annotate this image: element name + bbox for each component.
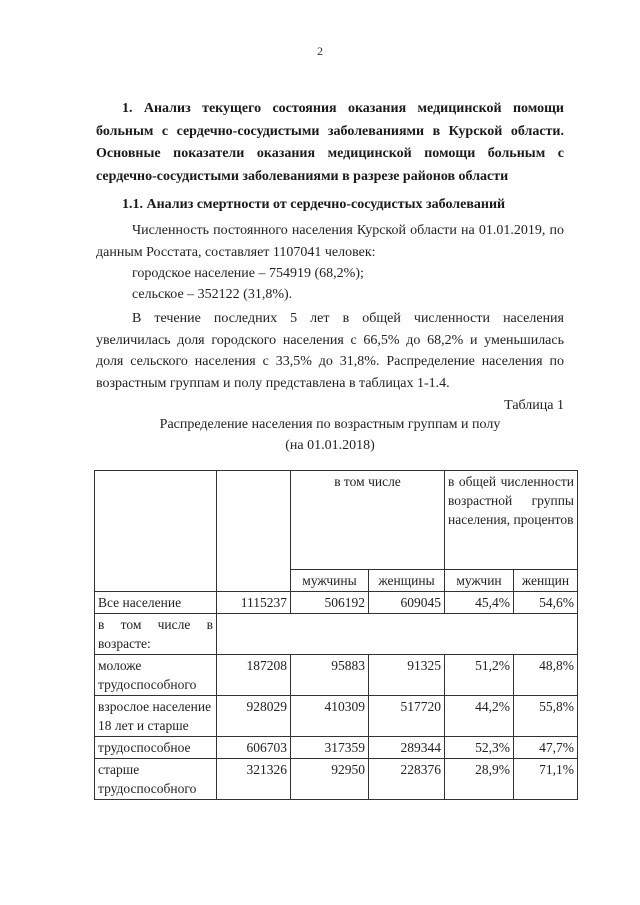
population-table — [94, 470, 578, 800]
cell-total: 1115237 — [217, 592, 291, 614]
row-label: трудоспособное — [95, 737, 217, 759]
cell-total: 928029 — [217, 696, 291, 737]
age-subheader-blank — [217, 614, 578, 655]
cell-men-pct: 44,2% — [445, 696, 514, 737]
cell-total: 606703 — [217, 737, 291, 759]
cell-total: 321326 — [217, 759, 291, 800]
cell-women-pct: 71,1% — [514, 759, 578, 800]
cell-men: 95883 — [291, 655, 369, 696]
row-label: взрослое население 18 лет и старше — [95, 696, 217, 737]
header-women: женщины — [369, 570, 445, 592]
cell-women-pct: 54,6% — [514, 592, 578, 614]
section-heading: 1. Анализ текущего состояния оказания медицинской помощи больным с сердечно-сосудистыми заболеваниями в Курской области. Основные показатели оказания медицинской помощи больным с сердечно-сосудистыми заболеваниями в разрезе районов области — [96, 101, 564, 184]
cell-men: 506192 — [291, 592, 369, 614]
trend-paragraph: В течение последних 5 лет в общей численности населения увеличилась доля городского населения с 66,5% до 68,2% и уменьшилась доля сельского населения с 33,5% до 31,8%. Распределение населения по возрастным группам и полу представлена в таблицах 1-1.4. — [96, 311, 564, 391]
table-title-line2: (на 01.01.2018) — [285, 438, 375, 453]
cell-men: 410309 — [291, 696, 369, 737]
cell-women: 517720 — [369, 696, 445, 737]
table-title — [96, 414, 564, 456]
table-row — [95, 737, 578, 759]
header-blank-cell — [95, 471, 217, 592]
header-women-pct: женщин — [514, 570, 578, 592]
table-label: Таблица 1 — [504, 398, 564, 413]
header-men-pct: мужчин — [445, 570, 514, 592]
row-label: Все население — [95, 592, 217, 614]
cell-men-pct: 51,2% — [445, 655, 514, 696]
cell-total: 187208 — [217, 655, 291, 696]
header-share: в общей численности возрастной группы населения, процентов — [445, 471, 578, 570]
cell-men-pct: 28,9% — [445, 759, 514, 800]
header-men: мужчины — [291, 570, 369, 592]
cell-men: 317359 — [291, 737, 369, 759]
page-number: 2 — [317, 44, 323, 58]
subsection-heading: 1.1. Анализ смертности от сердечно-сосудистых заболеваний — [122, 197, 506, 212]
cell-women-pct: 55,8% — [514, 696, 578, 737]
table-header-row — [95, 471, 578, 570]
table-age-subheader-row — [95, 614, 578, 655]
cell-women: 609045 — [369, 592, 445, 614]
table-title-line1: Распределение населения по возрастным группам и полу — [159, 417, 501, 432]
row-label: моложе трудоспособного — [95, 655, 217, 696]
table-row — [95, 655, 578, 696]
header-including: в том числе — [291, 471, 445, 570]
table-row-all — [95, 592, 578, 614]
cell-women-pct: 47,7% — [514, 737, 578, 759]
cell-women: 289344 — [369, 737, 445, 759]
table-row — [95, 696, 578, 737]
population-paragraph: Численность постоянного населения Курской области на 01.01.2019, по данным Росстата, составляет 1107041 человек: — [96, 223, 564, 260]
rural-population-line: сельское – 352122 (31,8%). — [132, 287, 293, 302]
cell-women: 228376 — [369, 759, 445, 800]
cell-men-pct: 52,3% — [445, 737, 514, 759]
table-row — [95, 759, 578, 800]
header-total-cell — [217, 471, 291, 592]
row-label: старше трудоспособного — [95, 759, 217, 800]
cell-women: 91325 — [369, 655, 445, 696]
cell-men: 92950 — [291, 759, 369, 800]
urban-population-line: городское население – 754919 (68,2%); — [132, 266, 364, 281]
cell-men-pct: 45,4% — [445, 592, 514, 614]
cell-women-pct: 48,8% — [514, 655, 578, 696]
age-subheader: в том числе в возрасте: — [95, 614, 217, 655]
